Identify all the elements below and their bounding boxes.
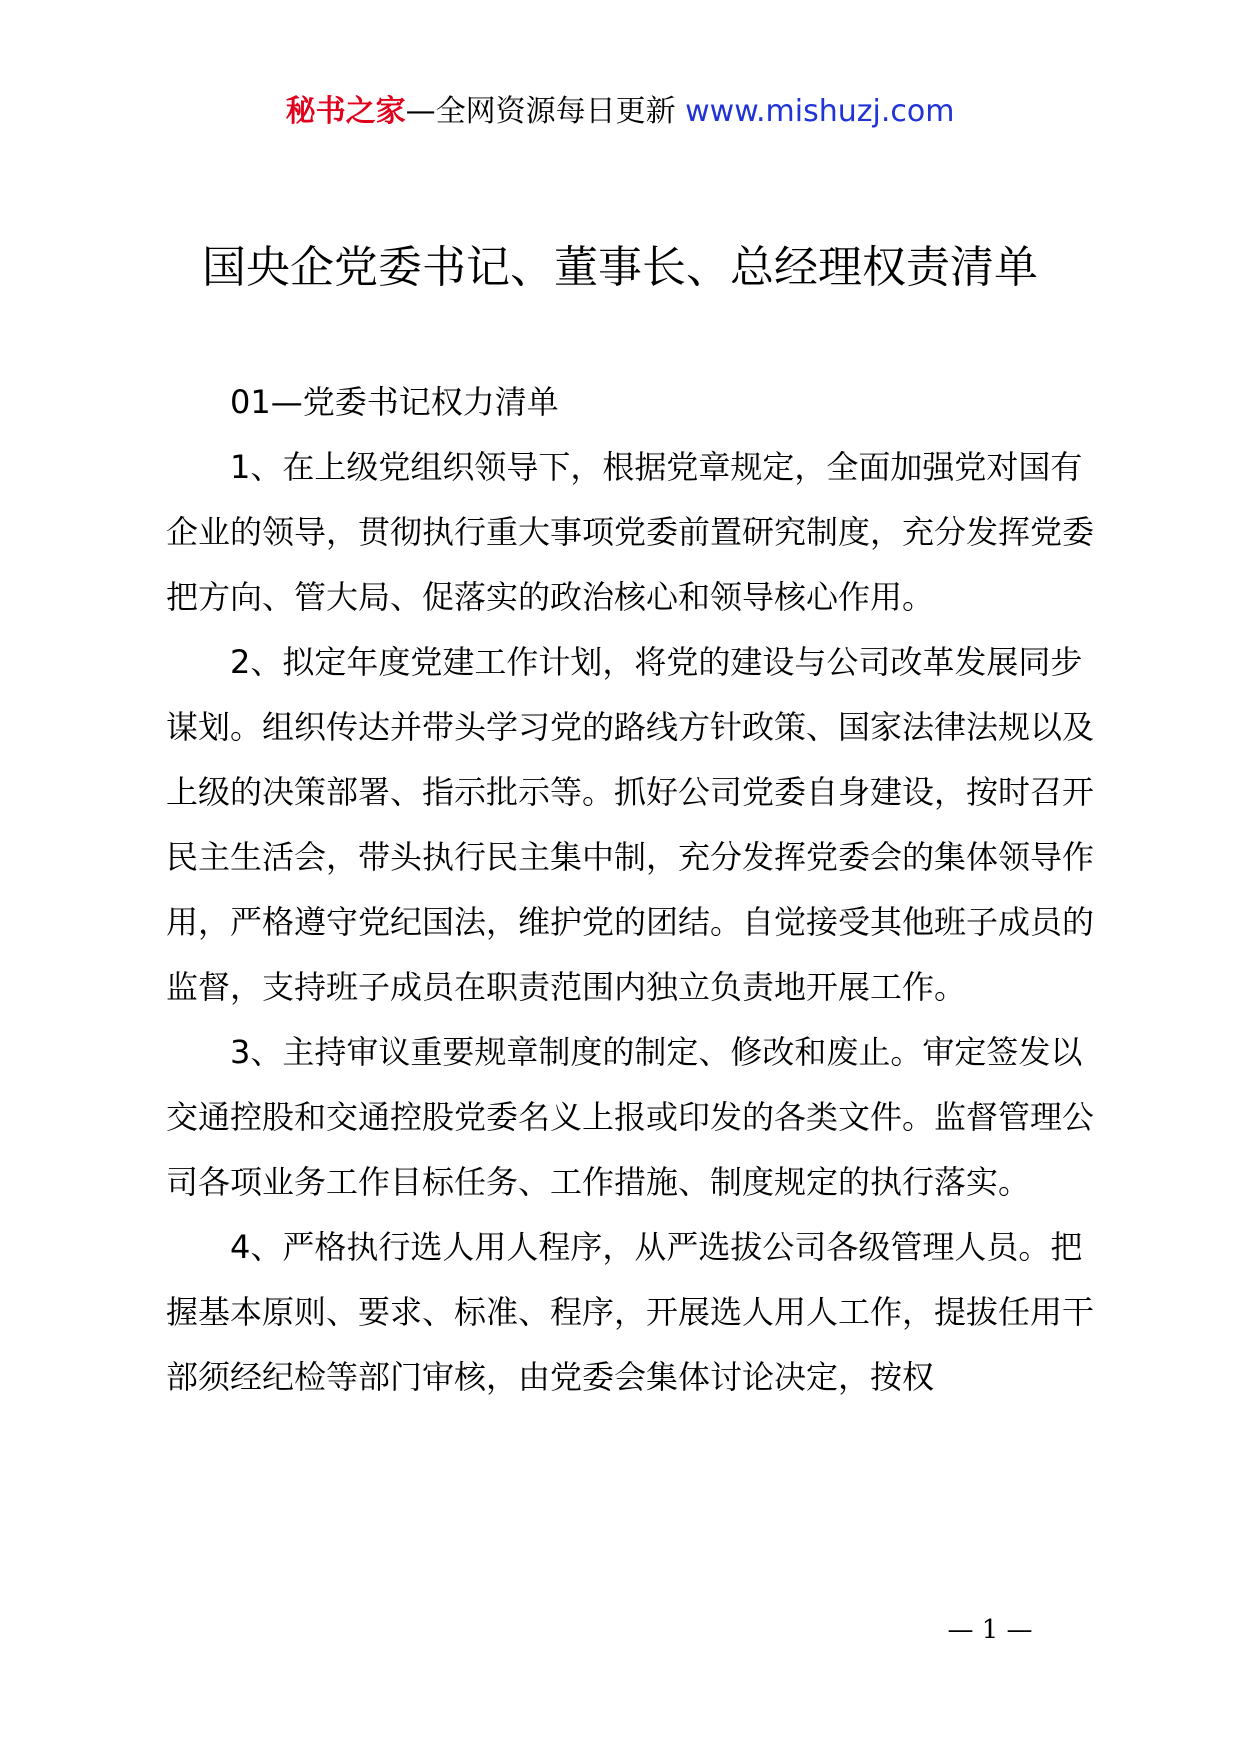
document-body: [166, 370, 1106, 1410]
section-heading: 01—党委书记权力清单: [230, 383, 559, 421]
site-url-link[interactable]: www.mishuzj.com: [685, 94, 955, 129]
page-number: — 1 —: [947, 1615, 1033, 1645]
body-paragraph: 4、严格执行选人用人程序，从严选拔公司各级管理人员。把握基本原则、要求、标准、程序，开展选人用人工作，提拔任用干部须经纪检等部门审核，由党委会集体讨论决定，按权: [166, 1228, 1095, 1396]
body-paragraph: 1、在上级党组织领导下，根据党章规定，全面加强党对国有企业的领导，贯彻执行重大事项党委前置研究制度，充分发挥党委把方向、管大局、促落实的政治核心和领导核心作用。: [166, 448, 1095, 616]
site-brand: 秘书之家: [285, 94, 406, 129]
document-title: 国央企党委书记、董事长、总经理权责清单: [202, 242, 1038, 293]
site-header: [0, 92, 1240, 132]
body-paragraph: 3、主持审议重要规章制度的制定、修改和废止。审定签发以交通控股和交通控股党委名义上报或印发的各类文件。监督管理公司各项业务工作目标任务、工作措施、制度规定的执行落实。: [166, 1033, 1095, 1201]
body-paragraph: 2、拟定年度党建工作计划，将党的建设与公司改革发展同步谋划。组织传达并带头学习党的路线方针政策、国家法律法规以及上级的决策部署、指示批示等。抓好公司党委自身建设，按时召开民主生活会，带头执行民主集中制，充分发挥党委会的集体领导作用，严格遵守党纪国法，维护党的团结。自觉接受其他班子成员的监督，支持班子成员在职责范围内独立负责地开展工作。: [166, 643, 1095, 1006]
site-tagline: —全网资源每日更新: [405, 94, 686, 129]
